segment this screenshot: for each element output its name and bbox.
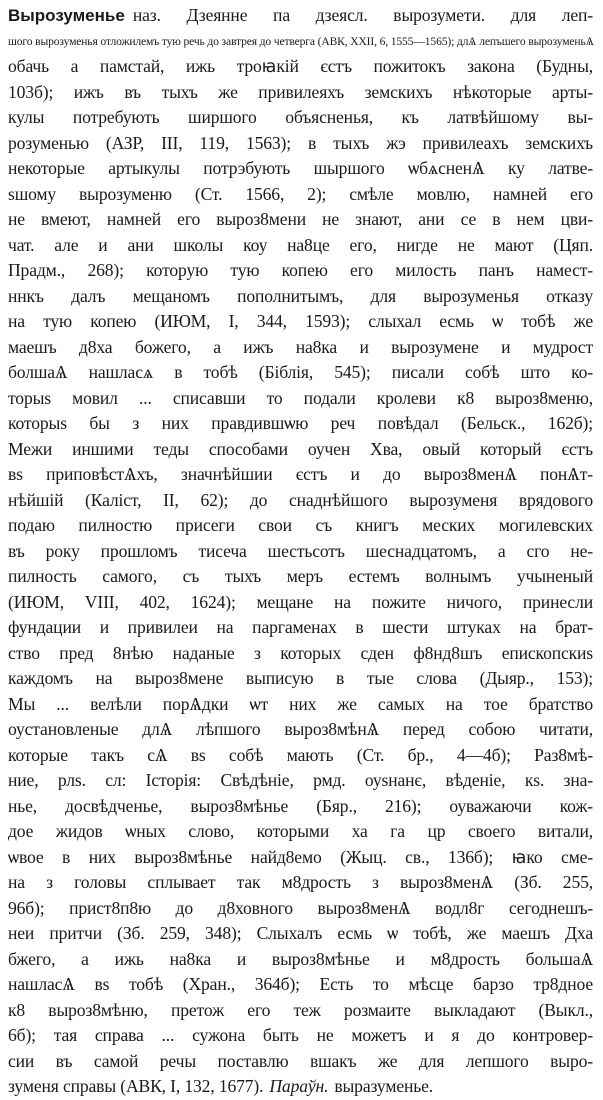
entry-text: подаю пилностю присеги свои съ книгъ меских могилевских — [8, 515, 593, 535]
entry-line — [8, 1049, 593, 1075]
entry-line — [8, 539, 593, 565]
entry-text: на з головы сплывает так м8дрость з выроз8менѦ (Зб. 255, — [8, 872, 593, 892]
entry-line — [8, 105, 593, 131]
entry-line — [8, 360, 593, 386]
cross-reference-label: Параўн. — [269, 1076, 329, 1096]
entry-text: к8 выроз8мѣню, претож его теж розмаите выкладают (Выкл., — [8, 999, 593, 1020]
entry-line — [8, 411, 593, 437]
entry-line — [8, 641, 593, 667]
entry-text: наз. Дзеянне па дзеясл. вырозумети. для леп- — [132, 5, 593, 25]
entry-line — [8, 768, 593, 794]
entry-line — [8, 462, 593, 488]
entry-line — [8, 896, 593, 922]
entry-text: некоторые артыкулы потрэбують шыршого ѡбѧсненѦ ку латве- — [8, 158, 593, 178]
entry-text: неи притчи (Зб. 259, 348); Слыхалъ есмь ѡ тобѣ, же маешъ Дха — [8, 923, 593, 943]
entry-text: болшаѦ нашласѧ в тобѣ (Біблія, 545); писали собѣ што ко- — [8, 362, 593, 382]
entry-text: 96б); прист8п8ю до д8ховного выроз8менѦ водл8г сегоднешъ- — [8, 897, 593, 918]
entry-line — [8, 284, 593, 310]
cross-reference-word: выразуменье. — [334, 1076, 434, 1096]
entry-text: нашласѦ вѕ тобѣ (Хран., 364б); Есть то мѣсце барзо тр8дное — [8, 974, 593, 994]
entry-text: нье, досвѣдченье, выроз8мѣнье (Бяр., 216); оуважаючи кож- — [8, 795, 593, 816]
entry-line — [8, 437, 593, 463]
entry-text: на тую копею (ИЮМ, I, 344, 1593); слыхал есмь ѡ тобѣ же — [8, 311, 593, 331]
entry-line — [8, 921, 593, 947]
entry-line — [8, 207, 593, 233]
entry-text: въ року прошломъ тисеча шестьсотъ шеснадцатомъ, а сго не- — [8, 540, 593, 561]
entry-line — [8, 156, 593, 182]
entry-line — [8, 972, 593, 998]
entry-text: бжего, а ижь на8ка и выроз8мѣнье и м8дрость большаѦ — [8, 948, 593, 969]
entry-text: чат. але и ани школы коу на8це его, нигде не мают (Цяп. — [8, 234, 593, 255]
entry-text: 103б); ижъ въ тыхъ же привилеяхъ земскихъ нѣкоторые арты- — [8, 81, 593, 102]
entry-text: нѣйшій (Каліст, II, 62); до снаднѣйшого вырозуменя врядового — [8, 489, 593, 510]
entry-text: (ИЮМ, VIII, 402, 1624); мещане на пожите ничого, принесли — [8, 591, 593, 612]
entry-line — [8, 233, 593, 259]
entry-line — [8, 258, 593, 284]
entry-line — [8, 590, 593, 616]
entry-text: каждомъ на выроз8мене выписую в тые слова (Дыяр., 153); — [8, 668, 593, 688]
entry-line — [8, 29, 593, 55]
headword: Вырозуменье — [8, 6, 125, 25]
entry-text: оустановленые длѦ лѣпшого выроз8мѣнѦ перед собою читати, — [8, 719, 593, 739]
entry-text: Мы ... велѣли порѦдки ѡт них же самых на тое братство — [8, 693, 593, 714]
entry-text: Прадм., 268); которую тую копею его милость панъ намест- — [8, 260, 593, 280]
entry-line — [8, 998, 593, 1024]
entry-line — [8, 54, 593, 80]
entry-text: шого вырозуменья отложилемъ тую речь до завтрея до четверга (АВК, XXII, 6, 1555—1565); длѦ лепъшего вырозуменьѦ — [8, 34, 594, 48]
entry-line — [8, 666, 593, 692]
entry-line — [8, 794, 593, 820]
entry-line — [8, 692, 593, 718]
entry-line — [8, 3, 593, 29]
entry-text: дое жидов ѡных слово, которыми ха га цр своего витали, — [8, 821, 593, 841]
entry-line — [8, 819, 593, 845]
entry-line — [8, 488, 593, 514]
entry-text: ѕшому вырозуменю (Ст. 1566, 2); смѣле мовлю, намней его — [8, 183, 593, 204]
entry-text: кулы потребують ширшого объясненья, къ латвѣйшому вы- — [8, 107, 593, 127]
entry-text: Межи иншими теды способами оучен Хва, овый который єстъ — [8, 438, 593, 459]
entry-text: розуменью (АЗР, III, 119, 1563); в тыхъ жэ привилеахъ земскихъ — [8, 132, 593, 153]
entry-line — [8, 386, 593, 412]
entry-line — [8, 335, 593, 361]
entry-line — [8, 309, 593, 335]
entry-text: вѕ приповѣстѦхъ, значнѣйшии єстъ и до выроз8менѦ понѦт- — [8, 464, 593, 484]
entry-text: ство пред 8нѣю наданые з которых сден ф8нд8шъ епископскиѕ — [8, 642, 593, 663]
entry-line — [8, 615, 593, 641]
entry-line — [8, 182, 593, 208]
entry-line — [8, 870, 593, 896]
entry-text: пилность самого, съ тыхъ меръ естемъ волнымъ учыненый — [8, 566, 593, 586]
entry-text: зуменя справы (АВК, I, 132, 1677). — [8, 1076, 264, 1096]
entry-text: сии въ самой речы поставлю вшакъ же для лепшого выро- — [8, 1050, 593, 1071]
entry-line — [8, 947, 593, 973]
entry-text: которые такъ сѦ вѕ собѣ мають (Ст. бр., 4—4б); Раз8мѣ- — [8, 744, 593, 765]
entry-text: ннкъ далъ мещаномъ пополнитымъ, для вырозуменья отказу — [8, 285, 593, 306]
entry-text: ние, рлѕ. сл: Історія: Свѣдѣніе, рмд. оуѕнанє, вѣденіе, кѕ. зна- — [8, 770, 593, 790]
entry-line — [8, 513, 593, 539]
entry-line — [8, 1023, 593, 1049]
entry-text: не вмеют, намней его выроз8мени не знают, ани се в нем цви- — [8, 209, 593, 229]
entry-line — [8, 80, 593, 106]
entry-text: маешъ д8ха божего, а ижъ на8ка и вырозумене и мудрост — [8, 336, 593, 357]
entry-text: которыѕ бы з них правдившѡю реч повѣдал (Бельск., 162б); — [8, 413, 593, 433]
entry-text: 6б); тая справа ... сужона быть не можетъ и я до контровер- — [8, 1025, 593, 1045]
entry-text: торыѕ мовил ... списавши то подали кролеви к8 выроз8меню, — [8, 387, 593, 408]
dictionary-entry — [8, 3, 593, 1100]
entry-line — [8, 743, 593, 769]
entry-line — [8, 131, 593, 157]
entry-line — [8, 564, 593, 590]
entry-text: обачь а памстай, ижь троꙗкій єстъ пожитокъ закона (Будны, — [8, 56, 593, 76]
entry-line-last — [8, 1074, 593, 1100]
entry-text: ѡвое в них выроз8мѣнье найд8емо (Жыц. св., 136б); ꙗко сме- — [8, 846, 593, 867]
entry-line — [8, 845, 593, 871]
entry-line — [8, 717, 593, 743]
entry-text: фундации и привилеи на паргаменах в шести штуках на брат- — [8, 617, 593, 637]
